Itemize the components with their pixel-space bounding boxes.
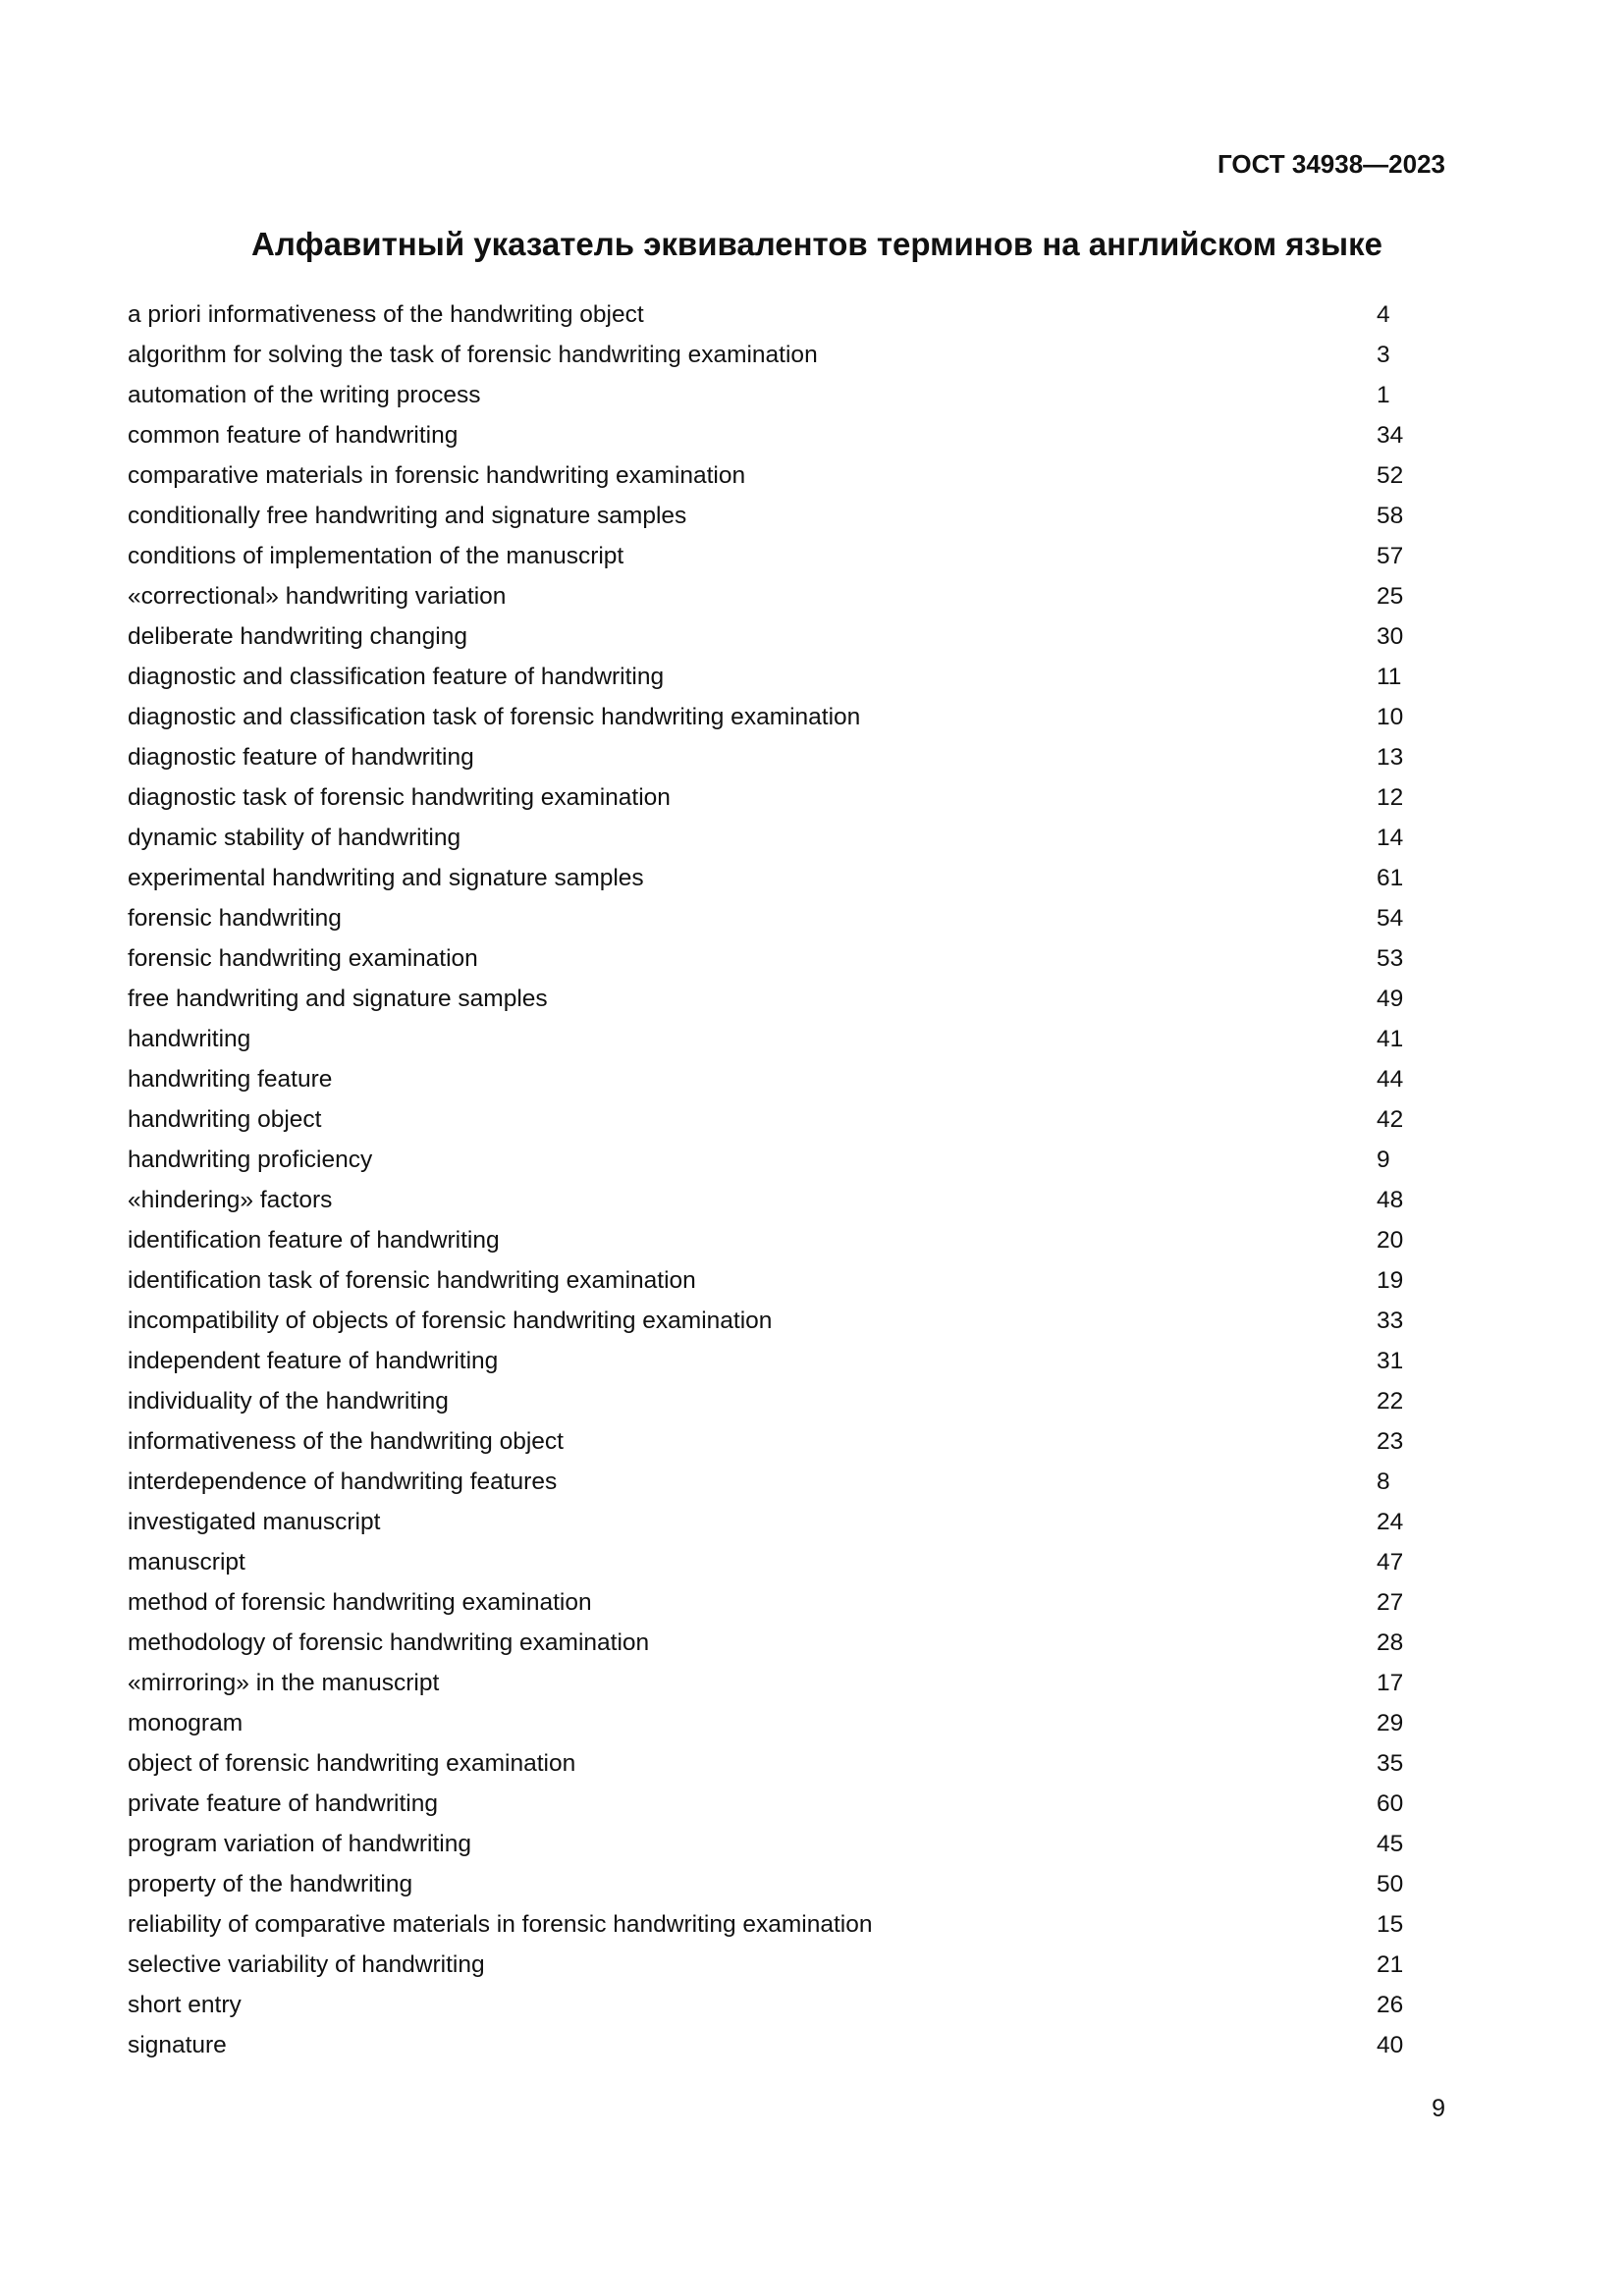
index-term-number: 60 — [1377, 1789, 1404, 1817]
index-term: diagnostic task of forensic handwriting examination — [128, 783, 671, 811]
index-term: free handwriting and signature samples — [128, 985, 548, 1012]
index-term: private feature of handwriting — [128, 1789, 438, 1817]
index-term: comparative materials in forensic handwriting examination — [128, 461, 746, 489]
index-entry — [128, 737, 1443, 777]
index-term-number: 17 — [1377, 1669, 1404, 1696]
index-term-number: 11 — [1377, 663, 1402, 690]
index-term-number: 13 — [1377, 743, 1404, 771]
page-title: Алфавитный указатель эквивалентов терминов на английском языке — [250, 226, 1382, 262]
index-term-number: 52 — [1377, 461, 1404, 489]
index-term: interdependence of handwriting features — [128, 1468, 558, 1495]
index-term-number: 3 — [1377, 341, 1390, 368]
index-term-number: 31 — [1377, 1347, 1404, 1374]
index-term: short entry — [128, 1991, 242, 2018]
term-index-list — [128, 294, 1443, 2065]
index-entry — [128, 1582, 1443, 1623]
index-term: individuality of the handwriting — [128, 1387, 449, 1415]
index-term: manuscript — [128, 1548, 245, 1575]
index-entry — [128, 818, 1443, 858]
index-entry — [128, 1623, 1443, 1663]
index-entry — [128, 938, 1443, 979]
index-term: diagnostic and classification task of forensic handwriting examination — [128, 703, 861, 730]
index-term-number: 44 — [1377, 1065, 1404, 1093]
index-term-number: 47 — [1377, 1548, 1404, 1575]
index-entry — [128, 777, 1443, 818]
index-entry — [128, 1703, 1443, 1743]
index-entry — [128, 1301, 1443, 1341]
index-entry — [128, 1663, 1443, 1703]
index-term: informativeness of the handwriting object — [128, 1427, 564, 1455]
index-entry — [128, 657, 1443, 697]
index-entry — [128, 1140, 1443, 1180]
index-term-number: 14 — [1377, 824, 1404, 851]
index-term: diagnostic feature of handwriting — [128, 743, 474, 771]
index-term: handwriting proficiency — [128, 1146, 373, 1173]
index-term: algorithm for solving the task of forensic handwriting examination — [128, 341, 818, 368]
index-term-number: 26 — [1377, 1991, 1404, 2018]
index-entry — [128, 1824, 1443, 1864]
page-number: 9 — [1432, 2095, 1445, 2122]
index-entry — [128, 1864, 1443, 1904]
index-term-number: 23 — [1377, 1427, 1404, 1455]
index-entry — [128, 1260, 1443, 1301]
index-term: signature — [128, 2031, 227, 2058]
index-term-number: 27 — [1377, 1588, 1404, 1616]
document-code: ГОСТ 34938—2023 — [1218, 149, 1445, 179]
index-term-number: 45 — [1377, 1830, 1404, 1857]
index-term-number: 57 — [1377, 542, 1404, 569]
index-term-number: 42 — [1377, 1105, 1404, 1133]
index-entry — [128, 2025, 1443, 2065]
index-term: deliberate handwriting changing — [128, 622, 467, 650]
index-term-number: 54 — [1377, 904, 1404, 932]
index-term: «mirroring» in the manuscript — [128, 1669, 440, 1696]
index-term: dynamic stability of handwriting — [128, 824, 461, 851]
index-term: selective variability of handwriting — [128, 1950, 485, 1978]
index-term: forensic handwriting — [128, 904, 342, 932]
index-term-number: 12 — [1377, 783, 1404, 811]
index-entry — [128, 415, 1443, 455]
index-term-number: 19 — [1377, 1266, 1404, 1294]
index-term-number: 15 — [1377, 1910, 1404, 1938]
index-term-number: 24 — [1377, 1508, 1404, 1535]
index-entry — [128, 1784, 1443, 1824]
index-term: independent feature of handwriting — [128, 1347, 499, 1374]
index-entry — [128, 576, 1443, 616]
index-entry — [128, 1099, 1443, 1140]
index-entry — [128, 1462, 1443, 1502]
index-entry — [128, 1985, 1443, 2025]
index-entry — [128, 1341, 1443, 1381]
index-term: property of the handwriting — [128, 1870, 413, 1897]
index-entry — [128, 294, 1443, 335]
index-term-number: 53 — [1377, 944, 1404, 972]
index-term-number: 61 — [1377, 864, 1404, 891]
index-term: «correctional» handwriting variation — [128, 582, 507, 610]
index-entry — [128, 697, 1443, 737]
index-term-number: 58 — [1377, 502, 1404, 529]
index-entry — [128, 1381, 1443, 1421]
index-term-number: 25 — [1377, 582, 1404, 610]
index-term-number: 34 — [1377, 421, 1404, 449]
index-entry — [128, 898, 1443, 938]
index-term: conditions of implementation of the manuscript — [128, 542, 624, 569]
index-term-number: 33 — [1377, 1307, 1404, 1334]
index-term: identification feature of handwriting — [128, 1226, 500, 1254]
index-term: experimental handwriting and signature samples — [128, 864, 644, 891]
index-entry — [128, 1059, 1443, 1099]
index-term: handwriting feature — [128, 1065, 333, 1093]
index-entry — [128, 335, 1443, 375]
index-entry — [128, 858, 1443, 898]
index-term-number: 30 — [1377, 622, 1404, 650]
index-term-number: 22 — [1377, 1387, 1404, 1415]
index-term-number: 1 — [1377, 381, 1390, 408]
index-entry — [128, 616, 1443, 657]
index-term: object of forensic handwriting examination — [128, 1749, 576, 1777]
index-term: «hindering» factors — [128, 1186, 333, 1213]
index-entry — [128, 1019, 1443, 1059]
index-entry — [128, 1180, 1443, 1220]
index-term: reliability of comparative materials in forensic handwriting examination — [128, 1910, 873, 1938]
index-term: program variation of handwriting — [128, 1830, 471, 1857]
index-term: automation of the writing process — [128, 381, 481, 408]
index-term-number: 40 — [1377, 2031, 1404, 2058]
index-term: identification task of forensic handwriting examination — [128, 1266, 696, 1294]
index-term: method of forensic handwriting examination — [128, 1588, 592, 1616]
index-term: conditionally free handwriting and signature samples — [128, 502, 687, 529]
index-entry — [128, 1220, 1443, 1260]
index-term-number: 48 — [1377, 1186, 1404, 1213]
index-entry — [128, 536, 1443, 576]
index-term-number: 9 — [1377, 1146, 1390, 1173]
index-entry — [128, 1743, 1443, 1784]
index-term-number: 35 — [1377, 1749, 1404, 1777]
index-entry — [128, 1502, 1443, 1542]
index-entry — [128, 496, 1443, 536]
index-term: diagnostic and classification feature of handwriting — [128, 663, 665, 690]
index-term: handwriting — [128, 1025, 251, 1052]
index-term: a priori informativeness of the handwriting object — [128, 300, 644, 328]
index-entry — [128, 455, 1443, 496]
index-term: methodology of forensic handwriting examination — [128, 1629, 650, 1656]
index-term: incompatibility of objects of forensic handwriting examination — [128, 1307, 773, 1334]
index-entry — [128, 375, 1443, 415]
index-term-number: 50 — [1377, 1870, 1404, 1897]
index-term: common feature of handwriting — [128, 421, 459, 449]
index-term-number: 28 — [1377, 1629, 1404, 1656]
index-term-number: 8 — [1377, 1468, 1390, 1495]
index-entry — [128, 1421, 1443, 1462]
index-term: handwriting object — [128, 1105, 322, 1133]
index-entry — [128, 1542, 1443, 1582]
index-term: monogram — [128, 1709, 244, 1736]
index-term-number: 21 — [1377, 1950, 1404, 1978]
index-term-number: 20 — [1377, 1226, 1404, 1254]
index-term-number: 10 — [1377, 703, 1404, 730]
index-entry — [128, 979, 1443, 1019]
index-term-number: 49 — [1377, 985, 1404, 1012]
index-term: investigated manuscript — [128, 1508, 381, 1535]
index-entry — [128, 1945, 1443, 1985]
index-term: forensic handwriting examination — [128, 944, 478, 972]
index-entry — [128, 1904, 1443, 1945]
index-term-number: 4 — [1377, 300, 1390, 328]
index-term-number: 41 — [1377, 1025, 1404, 1052]
index-term-number: 29 — [1377, 1709, 1404, 1736]
